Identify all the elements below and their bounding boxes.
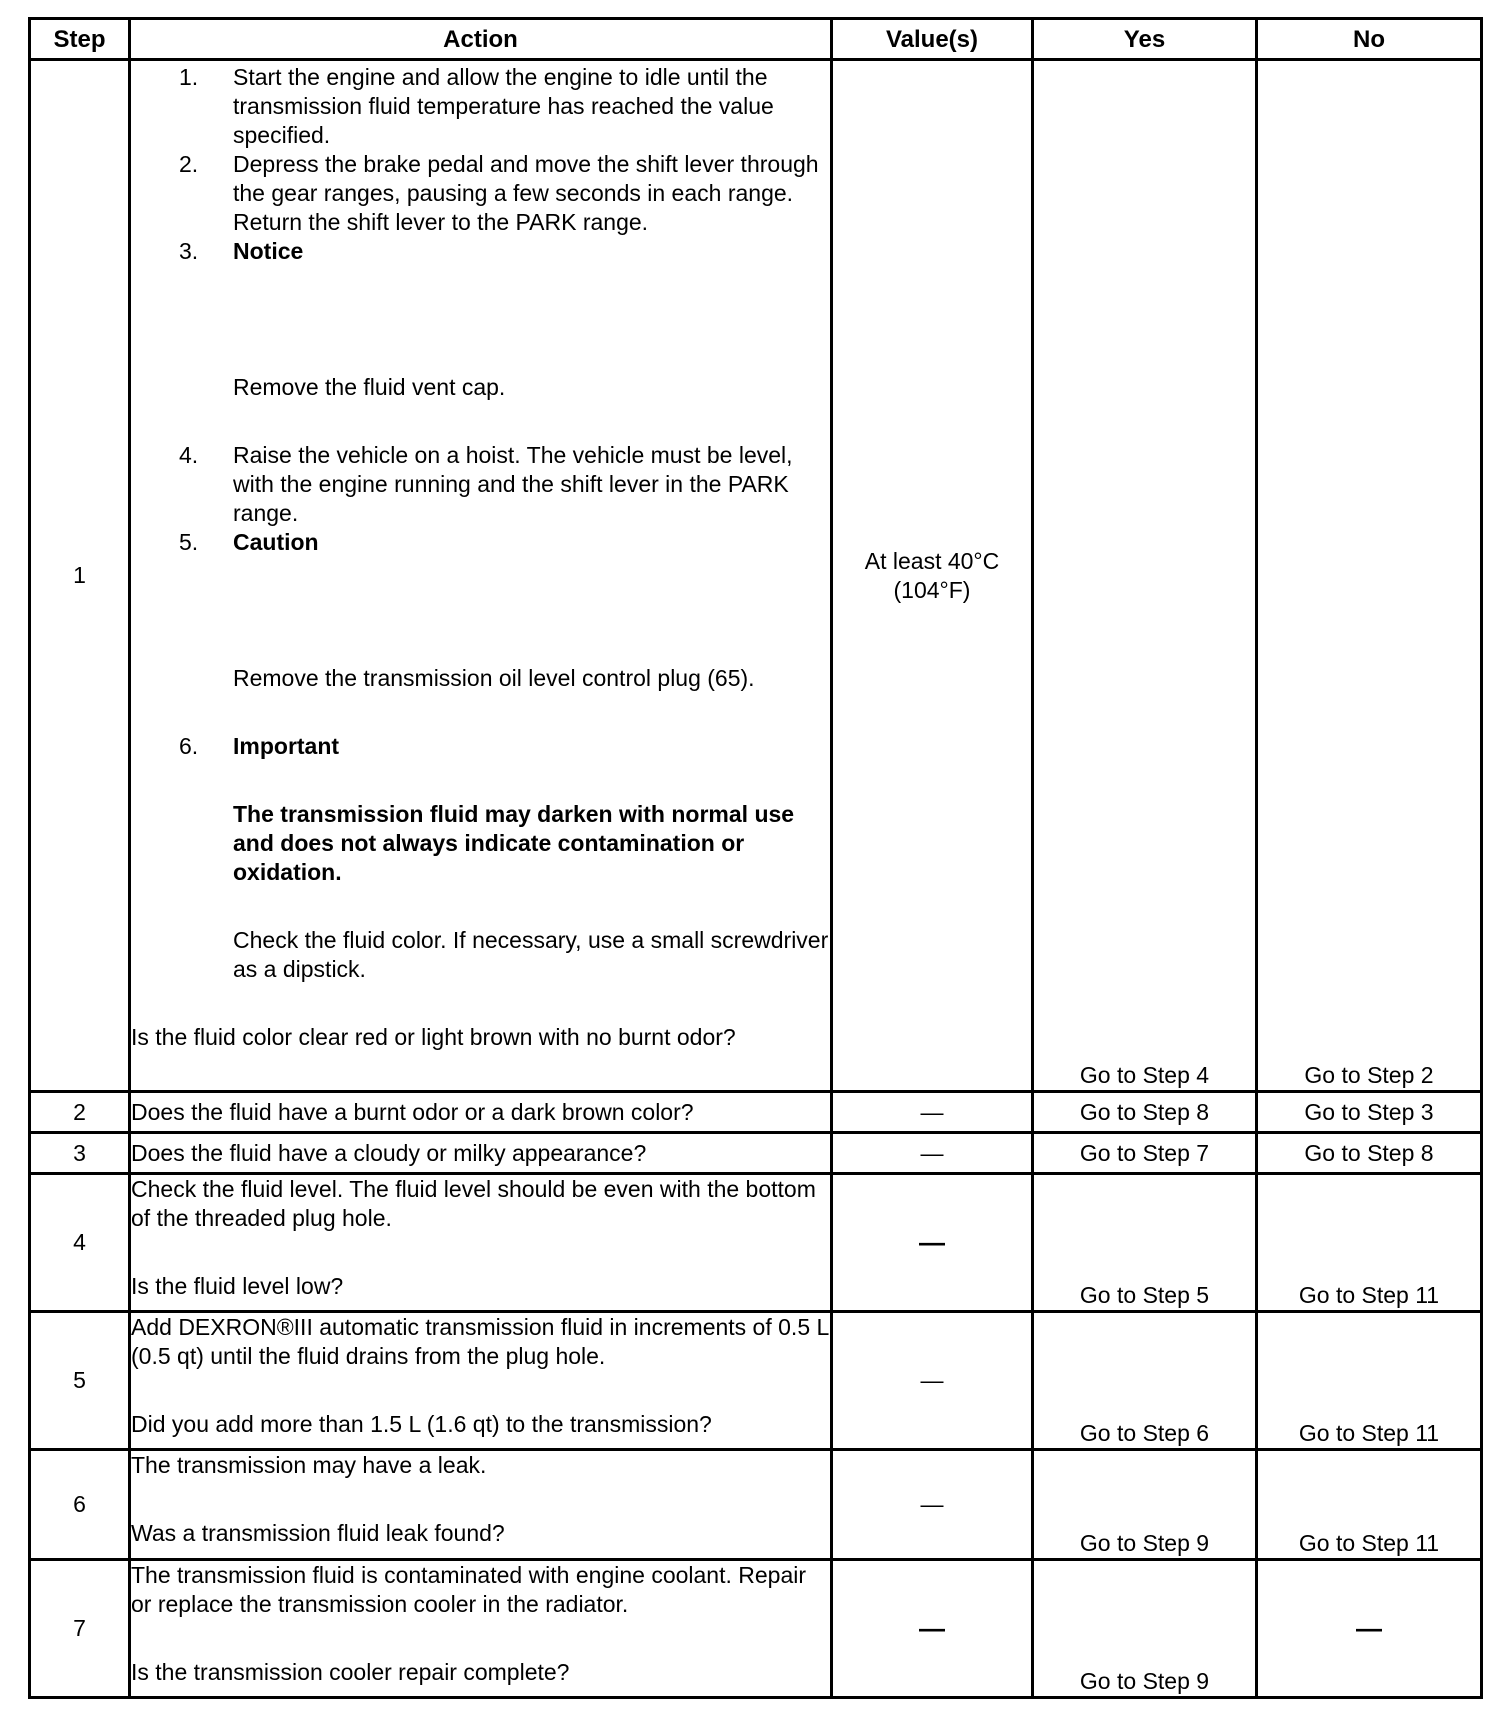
caution-label: Caution bbox=[233, 529, 319, 555]
important-text: The transmission fluid may darken with normal use and does not always indicate contamination or oxidation. bbox=[233, 801, 795, 885]
header-no: No bbox=[1257, 19, 1482, 60]
action-cell bbox=[130, 1174, 832, 1312]
list-item bbox=[131, 528, 830, 557]
list-item bbox=[131, 732, 830, 761]
no-cell: Go to Step 3 bbox=[1257, 1092, 1482, 1133]
yes-cell: Go to Step 5 bbox=[1033, 1174, 1257, 1312]
list-item bbox=[131, 926, 830, 984]
yes-cell: Go to Step 8 bbox=[1033, 1092, 1257, 1133]
step-number: 7 bbox=[30, 1560, 130, 1698]
header-action: Action bbox=[130, 19, 832, 60]
notice-label: Notice bbox=[233, 238, 304, 264]
step-number: 6 bbox=[30, 1450, 130, 1560]
table-row bbox=[30, 1133, 1482, 1174]
question-text: Did you add more than 1.5 L (1.6 qt) to the transmission? bbox=[131, 1411, 712, 1437]
table-row bbox=[30, 1450, 1482, 1560]
list-item bbox=[131, 150, 830, 237]
action-cell bbox=[130, 1450, 832, 1560]
value-line: At least 40°C bbox=[864, 547, 1000, 574]
header-row bbox=[30, 19, 1482, 60]
value-cell: — bbox=[832, 1174, 1033, 1312]
no-cell: Go to Step 11 bbox=[1257, 1174, 1482, 1312]
item-number: 4. bbox=[179, 442, 199, 468]
action-cell bbox=[130, 1092, 832, 1133]
value-cell: — bbox=[832, 1312, 1033, 1450]
list-item bbox=[131, 63, 830, 150]
yes-cell: Go to Step 6 bbox=[1033, 1312, 1257, 1450]
item-text: Depress the brake pedal and move the shift lever through the gear ranges, pausing a few seconds in each range. Return the shift lever to the PARK range. bbox=[233, 151, 819, 235]
question-text: Is the transmission cooler repair complete? bbox=[131, 1659, 570, 1685]
no-cell: Go to Step 8 bbox=[1257, 1133, 1482, 1174]
table-row bbox=[30, 1312, 1482, 1450]
yes-cell: Go to Step 7 bbox=[1033, 1133, 1257, 1174]
item-text: Start the engine and allow the engine to idle until the transmission fluid temperature has reached the value specified. bbox=[233, 64, 774, 148]
action-text: The transmission may have a leak. bbox=[131, 1452, 487, 1478]
table-row bbox=[30, 1560, 1482, 1698]
table-row bbox=[30, 1174, 1482, 1312]
list-item bbox=[131, 664, 830, 693]
header-values: Value(s) bbox=[832, 19, 1033, 60]
list-item bbox=[131, 373, 830, 402]
list-item bbox=[131, 800, 830, 887]
action-cell bbox=[130, 1560, 832, 1698]
value-cell: — bbox=[832, 1133, 1033, 1174]
value-cell: — bbox=[832, 1560, 1033, 1698]
yes-cell: Go to Step 9 bbox=[1033, 1560, 1257, 1698]
list-item bbox=[131, 441, 830, 528]
item-number: 3. bbox=[179, 238, 199, 264]
question-text: Is the fluid level low? bbox=[131, 1273, 344, 1299]
yes-cell: Go to Step 9 bbox=[1033, 1450, 1257, 1560]
question-text: Was a transmission fluid leak found? bbox=[131, 1520, 505, 1546]
item-number: 2. bbox=[179, 151, 199, 177]
step-number: 4 bbox=[30, 1174, 130, 1312]
item-number: 1. bbox=[179, 64, 199, 90]
action-cell bbox=[130, 1133, 832, 1174]
action-text: Check the fluid level. The fluid level should be even with the bottom of the threaded plug hole. bbox=[131, 1176, 816, 1231]
header-step: Step bbox=[30, 19, 130, 60]
step-number: 3 bbox=[30, 1133, 130, 1174]
question-text: Does the fluid have a burnt odor or a dark brown color? bbox=[131, 1098, 694, 1125]
no-cell: Go to Step 11 bbox=[1257, 1450, 1482, 1560]
value-cell: — bbox=[832, 1450, 1033, 1560]
step-number: 5 bbox=[30, 1312, 130, 1450]
action-cell bbox=[130, 60, 832, 1092]
item-number: 5. bbox=[179, 529, 199, 555]
action-text: The transmission fluid is contaminated with engine coolant. Repair or replace the transmission cooler in the radiator. bbox=[131, 1562, 807, 1617]
question-text: Is the fluid color clear red or light brown with no burnt odor? bbox=[131, 1024, 736, 1050]
value-cell bbox=[832, 60, 1033, 1092]
step-number: 2 bbox=[30, 1092, 130, 1133]
table-row bbox=[30, 60, 1482, 1092]
action-cell bbox=[130, 1312, 832, 1450]
question-text: Does the fluid have a cloudy or milky appearance? bbox=[131, 1139, 647, 1166]
header-yes: Yes bbox=[1033, 19, 1257, 60]
no-cell: Go to Step 11 bbox=[1257, 1312, 1482, 1450]
item-number: 6. bbox=[179, 733, 199, 759]
list-item bbox=[131, 237, 830, 266]
diagnostic-table bbox=[28, 17, 1483, 1699]
step-number: 1 bbox=[30, 60, 130, 1092]
action-text: Add DEXRON®III automatic transmission fluid in increments of 0.5 L (0.5 qt) until the fluid drains from the plug hole. bbox=[131, 1314, 829, 1369]
item-text: Remove the transmission oil level control plug (65). bbox=[233, 665, 755, 691]
item-text: Remove the fluid vent cap. bbox=[233, 374, 506, 400]
item-text: Check the fluid color. If necessary, use a small screwdriver as a dipstick. bbox=[233, 927, 829, 982]
no-cell: Go to Step 2 bbox=[1257, 60, 1482, 1092]
yes-cell: Go to Step 4 bbox=[1033, 60, 1257, 1092]
important-label: Important bbox=[233, 733, 340, 759]
procedure-list bbox=[131, 63, 830, 984]
table-row bbox=[30, 1092, 1482, 1133]
item-text: Raise the vehicle on a hoist. The vehicle must be level, with the engine running and the shift lever in the PARK range. bbox=[233, 442, 793, 526]
value-line: (104°F) bbox=[893, 576, 971, 603]
value-cell: — bbox=[832, 1092, 1033, 1133]
no-cell: — bbox=[1257, 1560, 1482, 1698]
